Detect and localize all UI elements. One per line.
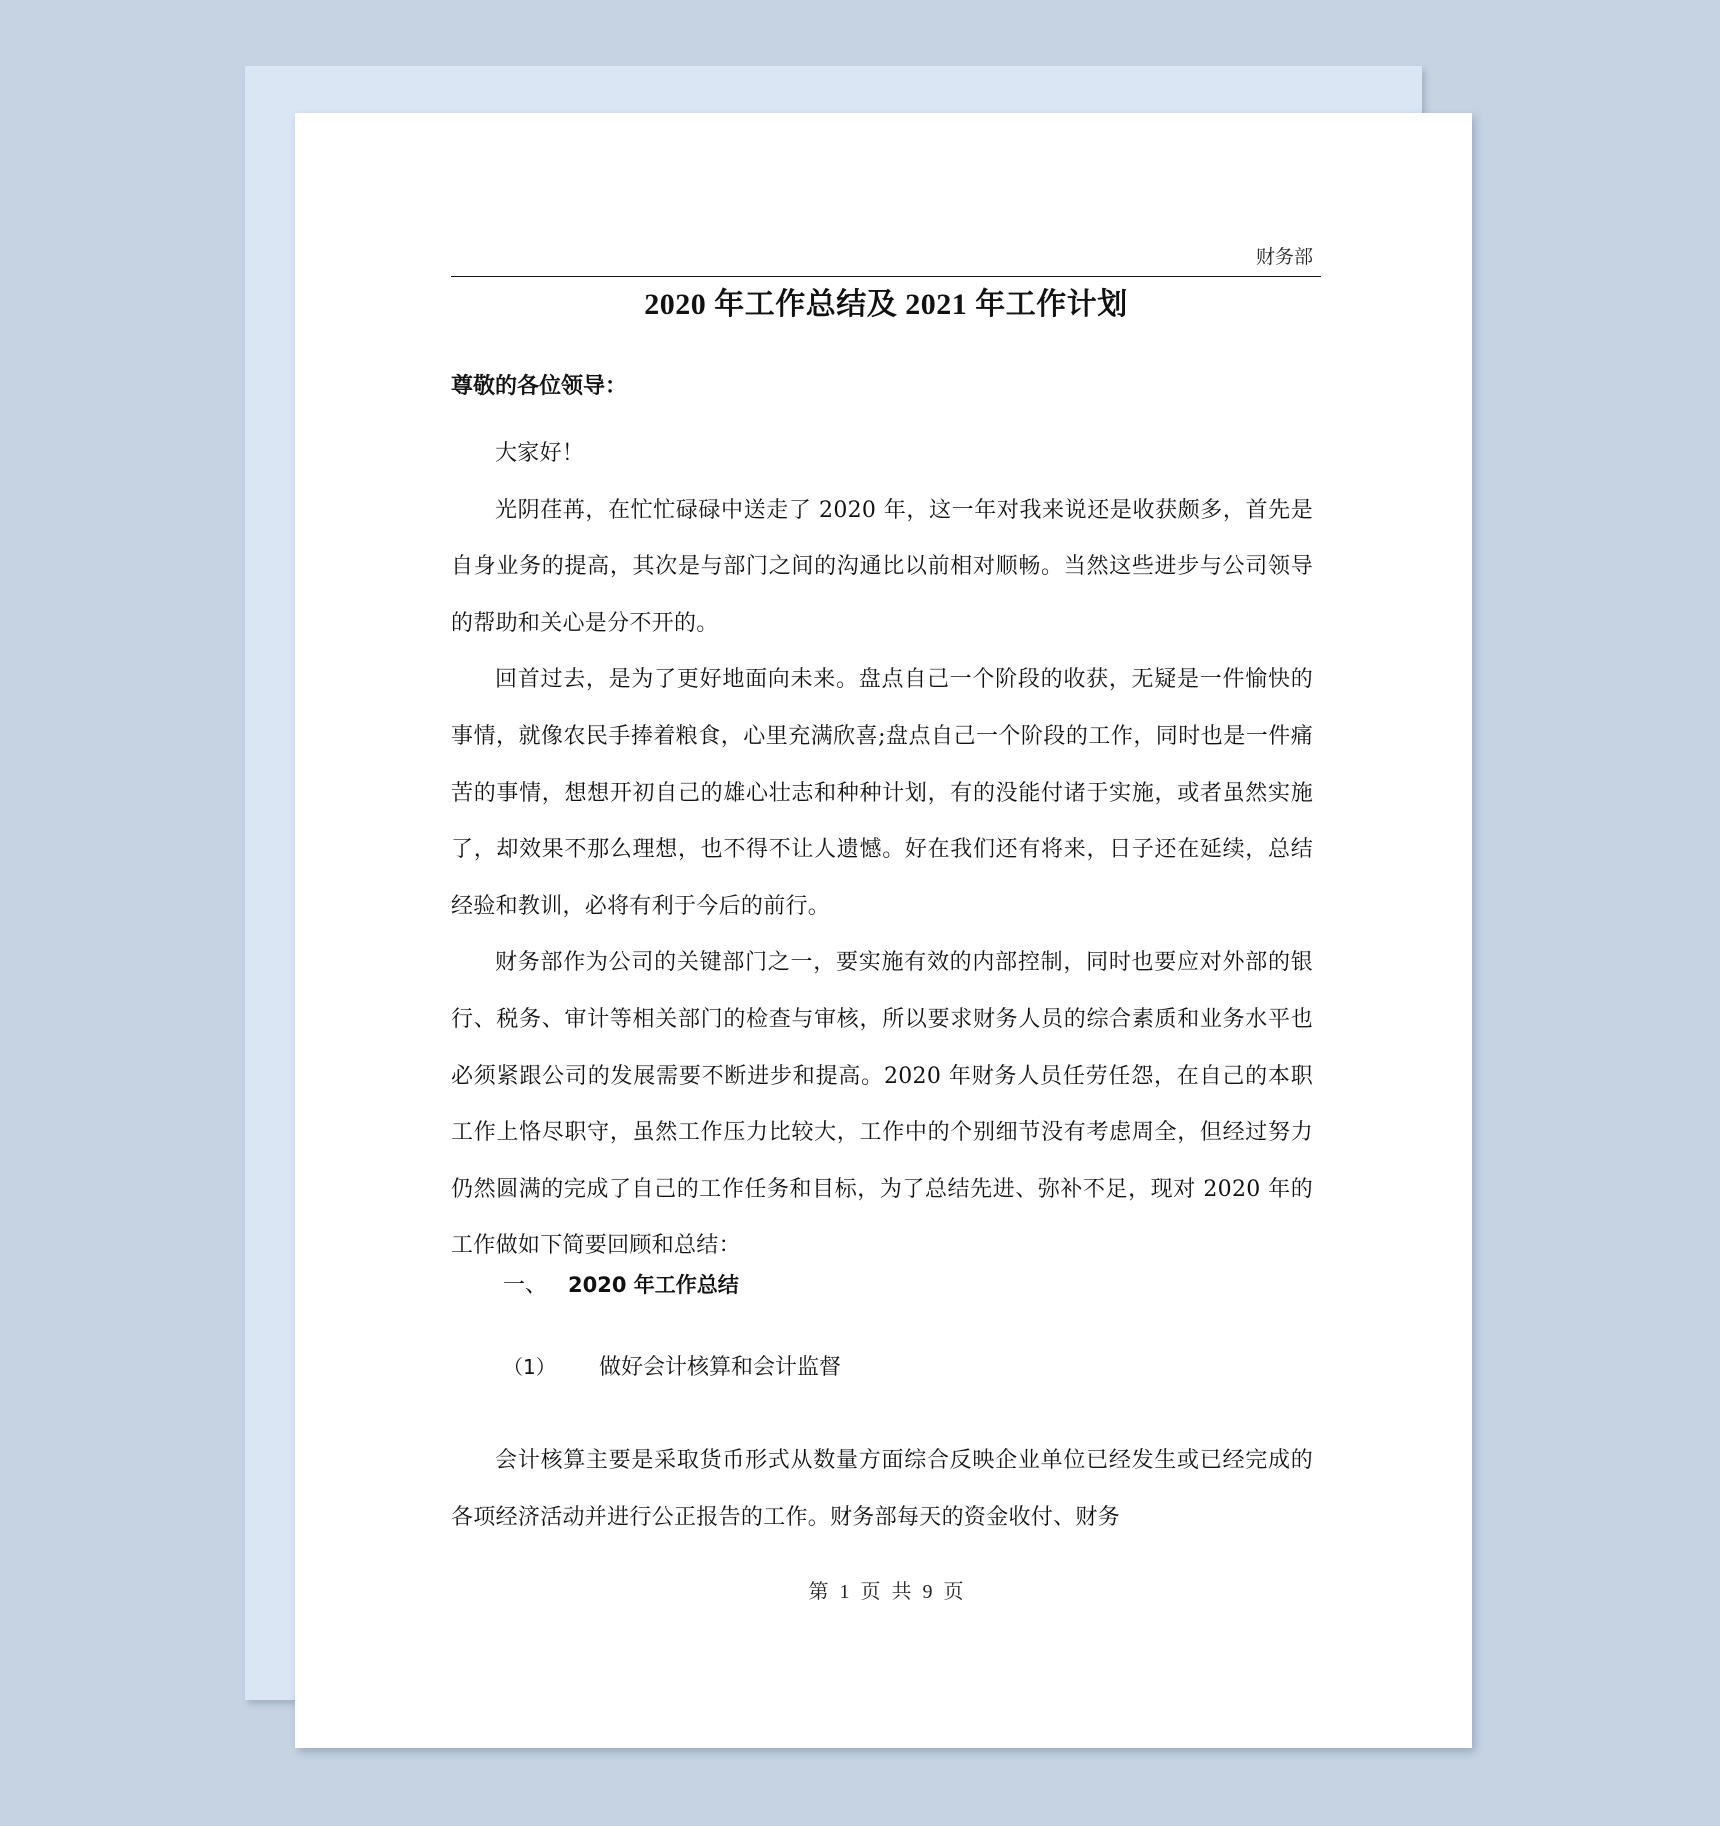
salutation: 尊敬的各位领导：: [451, 373, 628, 399]
sub-heading-title: 做好会计核算和会计监督: [599, 1355, 842, 1380]
paragraph: 财务部作为公司的关键部门之一，要实施有效的内部控制，同时也要应对外部的银行、税务、审计等相关部门的检查与审核，所以要求财务人员的综合素质和业务水平也必须紧跟公司的发展需要不断进步和提高。2020 年财务人员任劳任怨，在自己的本职工作上恪尽职守，虽然工作压力比较大，工作中的个别细节没有考虑周全，但经过努力仍然圆满的完成了自己的工作任务和目标，为了总结先进、弥补不足，现对 2020 年的工作做如下简要回顾和总结：: [451, 950, 1313, 1259]
document-title: 2020 年工作总结及 2021 年工作计划: [644, 288, 1128, 321]
paragraph: 光阴荏苒，在忙忙碌碌中送走了 2020 年，这一年对我来说还是收获颇多，首先是自身业务的提高，其次是与部门之间的沟通比以前相对顺畅。当然这些进步与公司领导的帮助和关心是分不开的。: [451, 497, 1313, 636]
body-text: [451, 426, 1313, 1275]
body-text-continued: [451, 1432, 1313, 1546]
document-page: [295, 113, 1472, 1748]
paragraph: 回首过去，是为了更好地面向未来。盘点自己一个阶段的收获，无疑是一件愉快的事情，就像农民手捧着粮食，心里充满欣喜;盘点自己一个阶段的工作，同时也是一件痛苦的事情，想想开初自己的雄心壮志和种种计划，有的没能付诸于实施，或者虽然实施了，却效果不那么理想，也不得不让人遗憾。好在我们还有将来，日子还在延续，总结经验和教训，必将有利于今后的前行。: [451, 667, 1313, 919]
section-number: 一、: [503, 1273, 548, 1298]
paragraph: 会计核算主要是采取货币形式从数量方面综合反映企业单位已经发生或已经完成的各项经济活动并进行公正报告的工作。财务部每天的资金收付、财务: [451, 1448, 1313, 1530]
header-rule: [451, 276, 1321, 277]
section-heading: [503, 1270, 739, 1301]
section-title: 2020 年工作总结: [568, 1273, 739, 1297]
sub-heading: [503, 1352, 841, 1383]
page-footer: 第 1 页 共 9 页: [808, 1581, 964, 1603]
sub-heading-number: （1）: [503, 1355, 556, 1379]
header-department: 财务部: [1255, 246, 1313, 268]
paragraph-greeting: 大家好！: [495, 441, 585, 466]
